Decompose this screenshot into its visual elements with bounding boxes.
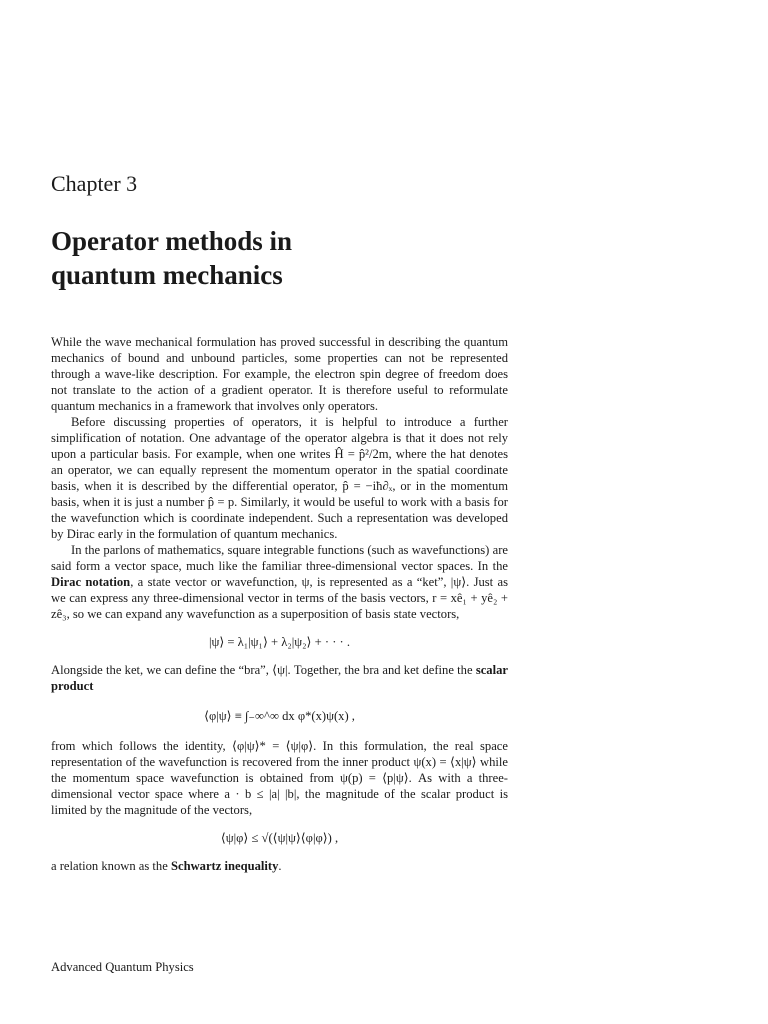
paragraph-3-text-a: In the parlons of mathematics, square integrable functions (such as wavefunctions) are said form a vector space, much like the familiar three-dimensional vector spaces. In the xyxy=(51,543,508,573)
paragraph-2: Before discussing properties of operators, it is helpful to introduce a further simplification of notation. One advantage of the operator algebra is that it does not rely upon a particular basis. For example, when one writes Ĥ = p̂²/2m, where the hat denotes an operator, we can equally represent the momentum operator in the spatial coordinate basis, when it is described by the differential operator, p̂ = −iħ∂ₓ, or in the momentum basis, when it is just a number p̂ = p. Similarly, it would be useful to work with a basis for the wavefunction which is coordinate independent. Such a representation was developed by Dirac early in the formulation of quantum mechanics. xyxy=(51,415,508,541)
term-dirac-notation: Dirac notation xyxy=(51,575,131,589)
paragraph-4 xyxy=(51,662,508,694)
chapter-title-line-1: Operator methods in xyxy=(51,226,292,256)
chapter-title-line-2: quantum mechanics xyxy=(51,260,283,290)
paragraph-3 xyxy=(51,542,508,622)
paragraph-6-text-b: . xyxy=(278,859,282,873)
equation-scalar-product: ⟨φ|ψ⟩ ≡ ∫₋∞^∞ dx φ*(x)ψ(x) , xyxy=(204,709,355,723)
equation-ket-expansion: |ψ⟩ = λ₁|ψ₁⟩ + λ₂|ψ₂⟩ + · · · . xyxy=(208,635,351,649)
paragraph-4-text: Alongside the ket, we can define the “bra”, ⟨ψ|. Together, the bra and ket define the xyxy=(51,663,476,677)
page-footer: Advanced Quantum Physics xyxy=(51,960,194,974)
paragraph-6-text-a: a relation known as the xyxy=(51,859,171,873)
paragraph-1: While the wave mechanical formulation has proved successful in describing the quantum mechanics of bound and unbound particles, some properties can not be represented through a wave-like description. For example, the electron spin degree of freedom does not translate to the action of a gradient operator. It is therefore useful to reformulate quantum mechanics in a framework that involves only operators. xyxy=(51,335,508,413)
term-scalar-product: scalar product xyxy=(51,663,508,693)
paragraph-6 xyxy=(51,858,508,874)
paragraph-3-text-b: , a state vector or wavefunction, ψ, is represented as a “ket”, |ψ⟩. Just as we can express any three-dimensional vector in terms of the basis vectors, r = xê₁ + yê₂ + zê₃, so we can expand any wavefunction as a superposition of basis state vectors, xyxy=(51,575,508,621)
paragraph-5: from which follows the identity, ⟨φ|ψ⟩* = ⟨ψ|φ⟩. In this formulation, the real space representation of the wavefunction is recovered from the inner product ψ(x) = ⟨x|ψ⟩ while the momentum space wavefunction is obtained from ψ(p) = ⟨p|ψ⟩. As with a three-dimensional vector space where a · b ≤ |a| |b|, the magnitude of the scalar product is limited by the magnitude of the vectors, xyxy=(51,739,508,817)
equation-schwartz: ⟨ψ|φ⟩ ≤ √(⟨ψ|ψ⟩⟨φ|φ⟩) , xyxy=(220,831,339,845)
chapter-title xyxy=(51,224,651,292)
body-text xyxy=(51,334,508,874)
chapter-label: Chapter 3 xyxy=(51,171,138,196)
term-schwartz-inequality: Schwartz inequality xyxy=(170,859,279,873)
